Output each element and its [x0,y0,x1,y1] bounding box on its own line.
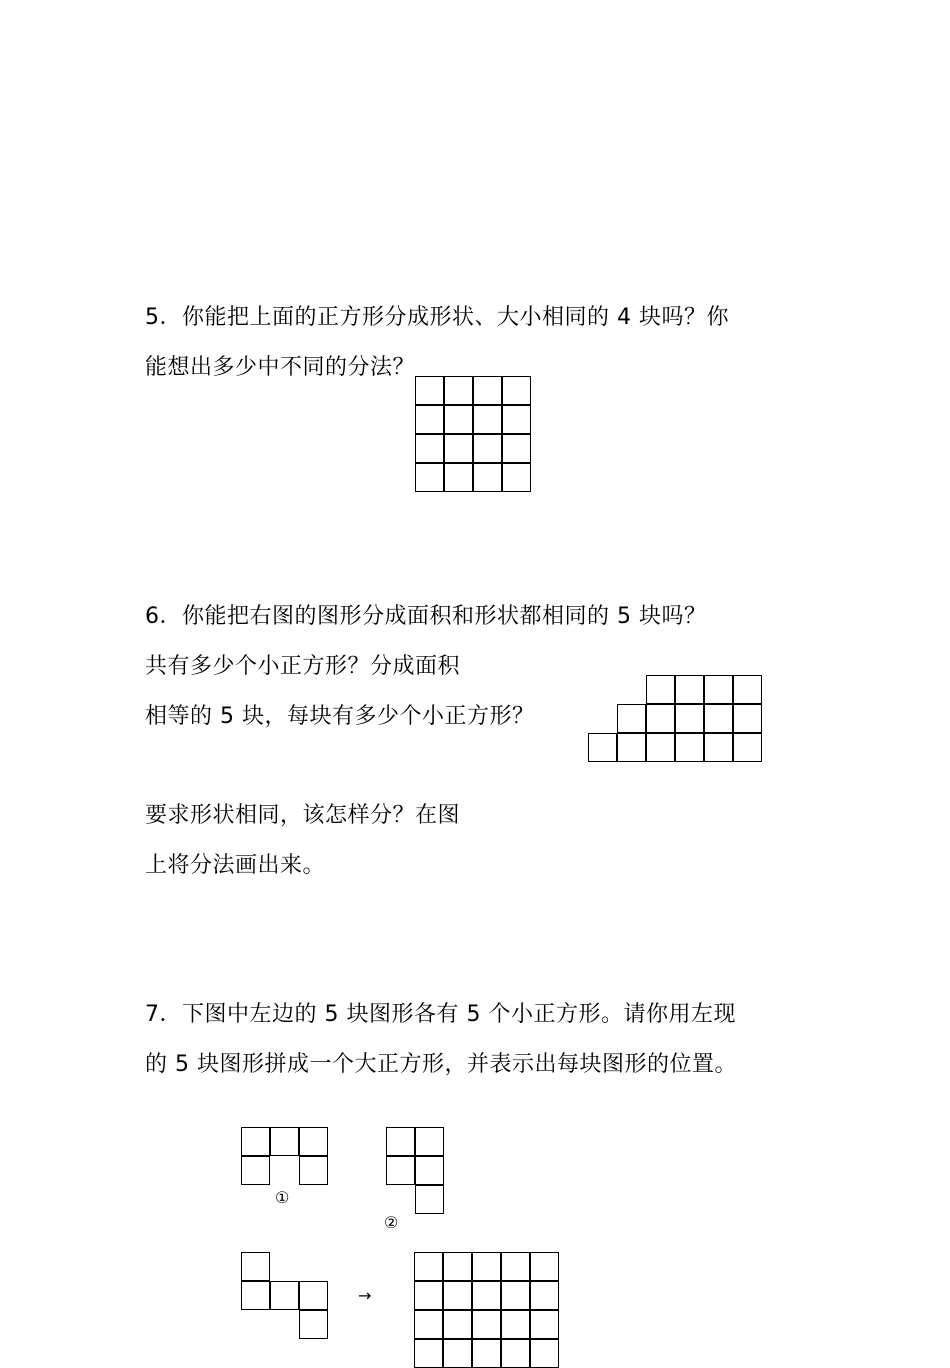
grid-cell [501,1281,530,1310]
q6-text-line-2: 共有多少个小正方形？分成面积 [145,654,461,679]
grid-cell [241,1281,270,1310]
grid-cell [270,1127,299,1156]
grid-cell [472,1252,501,1281]
grid-cell [444,376,473,405]
grid-cell [414,1310,443,1339]
grid-cell [646,675,675,704]
grid-cell [472,1339,501,1368]
grid-cell [386,1127,415,1156]
grid-cell [530,1339,559,1368]
grid-cell [444,405,473,434]
grid-cell [617,733,646,762]
grid-cell [386,1156,415,1185]
grid-cell [299,1310,328,1339]
grid-cell [501,1339,530,1368]
grid-cell [502,405,531,434]
grid-cell [704,704,733,733]
grid-cell [414,1281,443,1310]
q5-text-line-2: 能想出多少中不同的分法？ [145,355,416,380]
grid-cell [473,463,502,492]
grid-cell [444,463,473,492]
grid-cell [414,1252,443,1281]
q5-text-line-1: 5．你能把上面的正方形分成形状、大小相同的 4 块吗？你 [145,305,729,330]
grid-cell [472,1310,501,1339]
q7-piece-1-label: ① [275,1188,290,1207]
grid-cell [502,463,531,492]
grid-cell [733,675,762,704]
grid-cell [415,405,444,434]
grid-cell [443,1281,472,1310]
grid-cell [501,1252,530,1281]
grid-cell [675,704,704,733]
q7-text-line-2: 的 5 块图形拼成一个大正方形，并表示出每块图形的位置。 [145,1052,737,1077]
grid-cell [530,1281,559,1310]
grid-cell [502,434,531,463]
grid-cell [299,1281,328,1310]
grid-cell [530,1252,559,1281]
q6-text-line-4: 要求形状相同，该怎样分？在图 [145,803,461,828]
grid-cell [530,1310,559,1339]
grid-cell [415,376,444,405]
grid-cell [646,704,675,733]
grid-cell [733,704,762,733]
q7-arrow: → [358,1286,372,1305]
grid-cell [443,1310,472,1339]
grid-cell [473,376,502,405]
grid-cell [588,733,617,762]
grid-cell [299,1156,328,1185]
grid-cell [241,1252,270,1281]
grid-cell [502,376,531,405]
grid-cell [733,733,762,762]
q6-text-line-5: 上将分法画出来。 [145,853,326,878]
grid-cell [675,675,704,704]
grid-cell [444,434,473,463]
grid-cell [704,733,733,762]
grid-cell [299,1127,328,1156]
grid-cell [415,463,444,492]
grid-cell [415,434,444,463]
grid-cell [675,733,704,762]
grid-cell [415,1185,444,1214]
grid-cell [473,434,502,463]
q6-text-line-1: 6．你能把右图的图形分成面积和形状都相同的 5 块吗？ [145,604,707,629]
grid-cell [473,405,502,434]
grid-cell [414,1339,443,1368]
grid-cell [241,1127,270,1156]
grid-cell [241,1156,270,1185]
grid-cell [415,1127,444,1156]
grid-cell [443,1339,472,1368]
grid-cell [415,1156,444,1185]
grid-cell [472,1281,501,1310]
grid-cell [501,1310,530,1339]
q6-text-line-3: 相等的 5 块，每块有多少个小正方形？ [145,704,535,729]
grid-cell [270,1281,299,1310]
grid-cell [443,1252,472,1281]
grid-cell [617,704,646,733]
q7-piece-2-label: ② [384,1213,399,1232]
grid-cell [646,733,675,762]
grid-cell [704,675,733,704]
q7-text-line-1: 7．下图中左边的 5 块图形各有 5 个小正方形。请你用左现 [145,1002,736,1027]
